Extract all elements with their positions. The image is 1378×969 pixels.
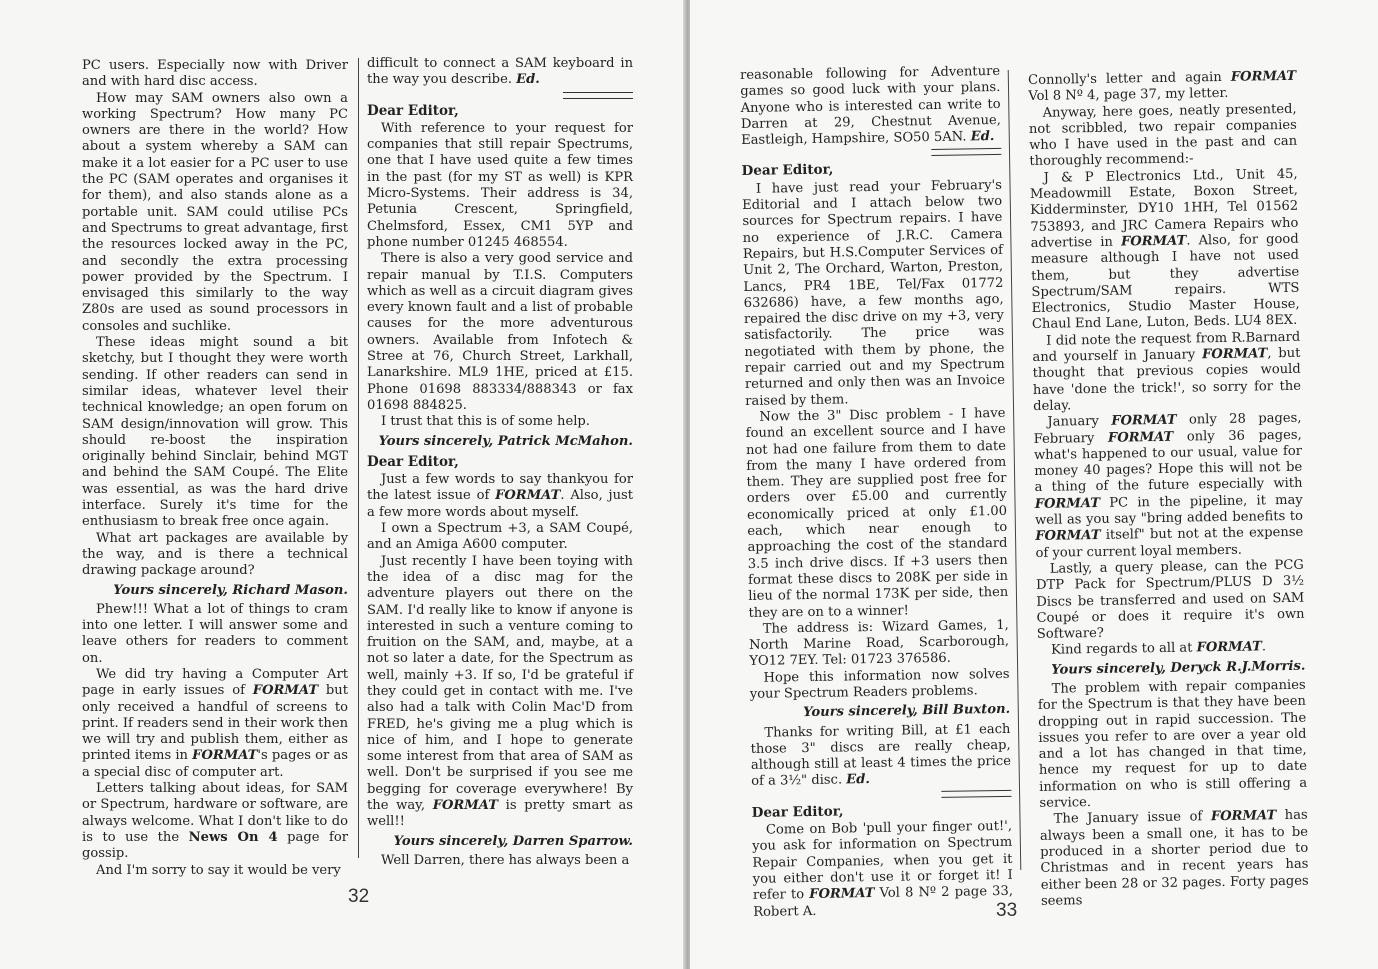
paragraph: Phew!!! What a lot of things to cram into one letter. I will answer some and leave others for readers to comment on. <box>82 601 348 666</box>
paragraph: Anyway, here goes, neatly presented, not scribbled, two repair companies who I have used in the past and can thoroughly recommend:- <box>1028 101 1298 170</box>
paragraph: Thanks for writing Bill, at £1 each those 3" discs are really cheap, although still at least 4 times the price of a 3½" disc. Ed. <box>750 721 1012 790</box>
paragraph: reasonable following for Adventure games so good luck with your plans. Anyone who is interested can write to Darren at 29, Chestnut Avenue, Eastleigh, Hampshire, SO50 5AN. Ed. <box>740 63 1001 149</box>
left-page-column-2 <box>367 56 633 869</box>
paragraph: Lastly, a query please, can the PCG DTP Pack for Spectrum/PLUS D 3½ Discs be transferred and used on SAM Coupé or does it require it's own Software? <box>1035 557 1305 643</box>
paragraph: Now the 3" Disc problem - I have found an excellent source and I have not had one failure from them to date from the many I have ordered from them. They are supplied post free for orders over £5.00 and currently economically priced at only £1.00 each, which near enough to approaching the cost of the standard 3.5 inch drive discs. If +3 users then format these discs to 208K per side in lieu of the normal 173K per side, then they are on to a winner! <box>745 405 1009 621</box>
letter-signature: Yours sincerely, Darren Sparrow. <box>393 833 633 849</box>
right-page <box>690 0 1378 969</box>
page-number-left: 32 <box>348 886 370 907</box>
paragraph: I have just read your February's Editorial and I attach below two sources for Spectrum repairs. I have no experience of J.R.C. Camera Repairs, but H.S.Computer Services of Unit 2, The Orchard, Warton, Preston, Lancs, PR4 1BE, Tel/Fax 01772 632686) have, a few months ago, repaired the disc drive on my +3, very satisfactorily. The price was negotiated with them by phone, the repair carried out and my Spectrum returned and only then was an Invoice raised by them. <box>742 177 1006 409</box>
page-number-right: 33 <box>996 900 1018 921</box>
paragraph: The problem with repair companies for the Spectrum is that they have been dropping out in rapid succession. The issues you refer to are over a year old and a lot has changed in that time, hence my request for up to date information on who is still offering a service. <box>1037 677 1308 811</box>
paragraph: Connolly's letter and again FORMAT Vol 8 Nº 4, page 37, my letter. <box>1028 68 1297 105</box>
section-separator <box>931 148 1001 156</box>
letter-signature: Yours sincerely, Bill Buxton. <box>803 702 1011 721</box>
letter-salutation: Dear Editor, <box>367 453 459 470</box>
paragraph: Come on Bob 'pull your finger out!', you ask for information on Spectrum Repair Companies, when you get it you either don't use it or forget it! I refer to FORMAT Vol 8 Nº 2 page 33, Robert A. <box>752 818 1014 920</box>
section-separator <box>563 92 633 99</box>
paragraph: Just a few words to say thankyou for the latest issue of FORMAT. Also, just a few more words about myself. <box>367 472 633 520</box>
paragraph: Kind regards to all at FORMAT. <box>1050 639 1267 659</box>
paragraph: These ideas might sound a bit sketchy, but I thought they were worth sending. If other readers can send in similar ideas, whatever level their technical knowledge; an open forum on SAM design/innovation will grow. This should re-boost the inspiration originally behind Sinclair, behind MGT and behind the SAM Coupé. The Elite was essential, as was the hard drive interface. Surely it's time for the enthusiasm to break free once again. <box>82 335 348 530</box>
paragraph: The address is: Wizard Games, 1, North Marine Road, Scarborough, YO12 7EY. Tel: 01723 376586. <box>748 617 1010 670</box>
paragraph: J & P Electronics Ltd., Unit 45, Meadowmill Estate, Boxon Street, Kidderminster, DY10 1HH, Tel 01562 753893, and JRC Camera Repairs who advertise in FORMAT. Also, for good measure although I have not used them, but they advertise Spectrum/SAM repairs. WTS Electronics, Studio Master House, Chaul End Lane, Luton, Beds. LU4 8EX. <box>1029 166 1300 333</box>
letter-signature: Yours sincerely, Richard Mason. <box>113 582 348 598</box>
section-separator <box>941 790 1011 798</box>
right-page-column-1 <box>740 64 1013 921</box>
paragraph: January FORMAT only 28 pages, February FORMAT only 36 pages, what's happened to our usual, value for money 40 pages? Hope this will not be a thing of the future especially with FORMAT PC in the pipeline, it may well as you say "bring added benefits to FORMAT itself" but not at the expense of your current loyal members. <box>1033 410 1304 561</box>
paragraph: How may SAM owners also own a working Spectrum? How many PC owners are there in the world? How about a system whereby a SAM can make it a lot easier for a PC user to use the PC (SAM operates and organises it for them), and also stands alone as a portable unit. SAM could utilise PCs and Spectrums to great advantage, first the resources locked away in the PC, and secondly the extra processing power provided by the Spectrum. I envisaged this similarly to the way Z80s are used as sound processors in consoles and suchlike. <box>82 90 348 334</box>
letter-salutation: Dear Editor, <box>741 162 834 180</box>
paragraph: Well Darren, there has always been a <box>381 852 630 868</box>
paragraph: We did try having a Computer Art page in early issues of FORMAT but only received a handful of screens to print. If readers send in their work then we will try and publish them, either as printed items in FORMAT's pages or as a special disc of computer art. <box>82 666 348 780</box>
paragraph: Hope this information now solves your Spectrum Readers problems. <box>749 666 1010 702</box>
paragraph: Letters talking about ideas, for SAM or Spectrum, hardware or software, are always welcome. What I don't like to do is to use the News On 4 page for gossip. <box>82 781 348 862</box>
paragraph: Just recently I have been toying with the idea of a disc mag for the adventure players out there on the SAM. I'd really like to know if anyone is interested in such a venture coming to fruition on the SAM, and, maybe, at a not so later a date, for the Spectrum as well, mainly +3. If so, I'd be grateful if they could get in contact with me. I've also had a talk with Colin Mac'D from FRED, he's giving me a plug which is nice of him, and I hope to generate some interest from that area of SAM as well. Don't be surprised if you see me begging for coverage everywhere! By the way, FORMAT is pretty smart as well!! <box>367 553 634 830</box>
paragraph: There is also a very good service and repair manual by T.I.S. Computers which as well as a circuit diagram gives every known fault and a list of probable causes for the more adventurous owners. Available from Infotech & Stree at 76, Church Street, Larkhall, Lanarkshire. ML9 1HE, priced at £15. Phone 01698 883334/888343 or fax 01698 884825. <box>367 251 633 413</box>
paragraph: The January issue of FORMAT has always been a small one, it has to be produced in a shorter period due to Christmas and in recent years has either been 28 or 32 pages. Forty pages seems <box>1039 808 1309 909</box>
right-page-column-2 <box>1028 69 1309 910</box>
column-divider <box>358 58 359 858</box>
paragraph: What art packages are available by the way, and is there a technical drawing package around? <box>82 530 348 579</box>
paragraph: PC users. Especially now with Driver and with hard disc access. <box>82 58 348 90</box>
paragraph: I own a Spectrum +3, a SAM Coupé, and an Amiga A600 computer. <box>367 521 633 553</box>
left-page <box>0 0 686 969</box>
paragraph: difficult to connect a SAM keyboard in the way you describe. Ed. <box>367 56 633 88</box>
letter-signature: Yours sincerely, Patrick McMahon. <box>378 433 633 449</box>
paragraph: And I'm sorry to say it would be very <box>96 862 341 878</box>
letter-salutation: Dear Editor, <box>367 102 459 119</box>
paragraph: I did note the request from R.Barnard and yourself in January FORMAT, but thought that previous copies would have 'done the trick!', so sorry for the delay. <box>1032 329 1302 414</box>
paragraph: I trust that this is of some help. <box>381 414 590 430</box>
letter-salutation: Dear Editor, <box>751 803 844 821</box>
left-page-column-1 <box>82 58 348 879</box>
letter-signature: Yours sincerely, Deryck R.J.Morris. <box>1051 658 1306 678</box>
paragraph: With reference to your request for companies that still repair Spectrums, one that I have used quite a few times in the past (for my ST as well) is KPR Micro-Systems. Their address is 34, Petunia Crescent, Springfield, Chelmsford, Essex, CM1 5YP and phone number 01245 468554. <box>367 120 633 250</box>
